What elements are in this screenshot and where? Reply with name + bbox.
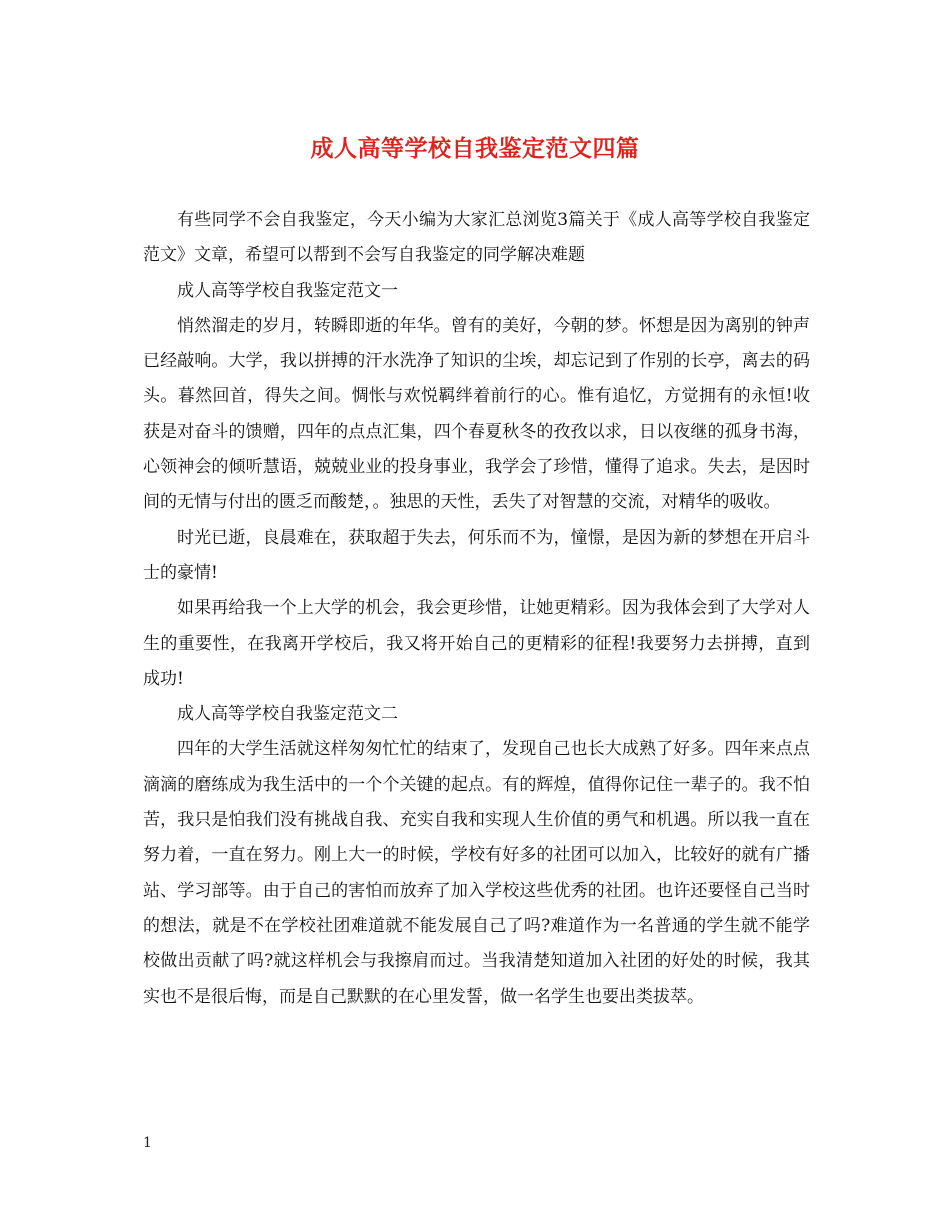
section-heading-one: 成人高等学校自我鉴定范文一: [177, 280, 398, 301]
body-paragraph: 时光已逝，良晨难在，获取超于失去，何乐而不为，憧憬，是因为新的梦想在开启斗士的豪情!: [143, 527, 810, 583]
document-body: [143, 203, 810, 1015]
section-heading-two: 成人高等学校自我鉴定范文二: [177, 704, 398, 725]
body-paragraph: 悄然溜走的岁月，转瞬即逝的年华。曾有的美好，今朝的梦。怀想是因为离别的钟声已经敲响。大学，我以拼搏的汗水洗净了知识的尘埃，却忘记到了作别的长亭，离去的码头。暮然回首，得失之间。惆怅与欢悦羁绊着前行的心。惟有追忆，方觉拥有的永恒!收获是对奋斗的馈赠，四年的点点汇集，四个春夏秋冬的孜孜以求，日以夜继的孤身书海，心领神会的倾听慧语，兢兢业业的投身事业，我学会了珍惜，懂得了追求。失去，是因时间的无情与付出的匮乏而酸楚，。独思的天性，丢失了对智慧的交流，对精华的吸收。: [143, 315, 810, 513]
body-paragraph: 四年的大学生活就这样匆匆忙忙的结束了，发现自己也长大成熟了好多。四年来点点滴滴的磨练成为我生活中的一个个关键的起点。有的辉煌，值得你记住一辈子的。我不怕苦，我只是怕我们没有挑战自我、充实自我和实现人生价值的勇气和机遇。所以我一直在努力着，一直在努力。刚上大一的时候，学校有好多的社团可以加入，比较好的就有广播站、学习部等。由于自己的害怕而放弃了加入学校这些优秀的社团。也许还要怪自己当时的想法，就是不在学校社团难道就不能发展自己了吗?难道作为一名普通的学生就不能学校做出贡献了吗?就这样机会与我擦肩而过。当我清楚知道加入社团的好处的时候，我其实也不是很后悔，而是自己默默的在心里发誓，做一名学生也要出类拔萃。: [143, 739, 810, 1007]
body-paragraph: 如果再给我一个上大学的机会，我会更珍惜，让她更精彩。因为我体会到了大学对人生的重要性，在我离开学校后，我又将开始自己的更精彩的征程!我要努力去拼搏，直到成功!: [143, 598, 810, 689]
page-number: 1: [143, 1135, 152, 1151]
document-title: 成人高等学校自我鉴定范文四篇: [310, 135, 640, 162]
intro-paragraph: 有些同学不会自我鉴定，今天小编为大家汇总浏览3篇关于《成人高等学校自我鉴定范文》文章，希望可以帮到不会写自我鉴定的同学解决难题: [143, 210, 810, 266]
